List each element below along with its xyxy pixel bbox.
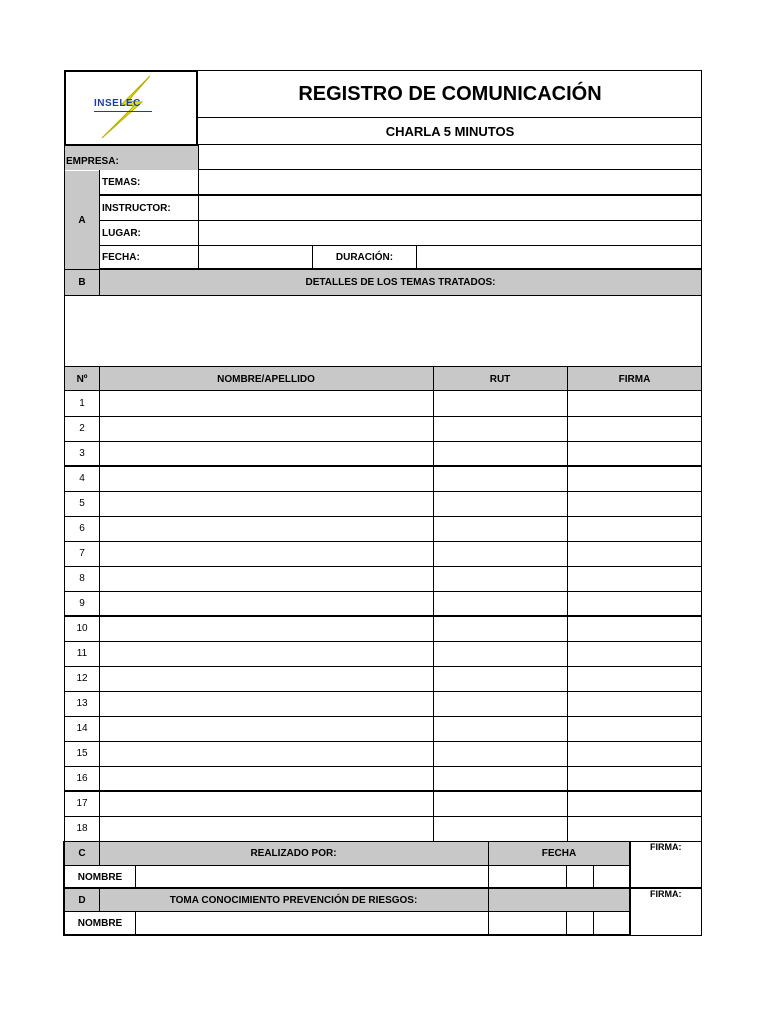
fecha-d-day-field[interactable] bbox=[489, 912, 566, 934]
row-number: 6 bbox=[79, 523, 85, 534]
row-number: 1 bbox=[79, 398, 85, 409]
row-number: 2 bbox=[79, 423, 85, 434]
logo-underline bbox=[94, 111, 152, 112]
fecha-c-year-field[interactable] bbox=[594, 866, 629, 887]
firma-d-field[interactable] bbox=[631, 902, 701, 935]
rut-field[interactable] bbox=[434, 542, 567, 565]
name-field[interactable] bbox=[100, 542, 433, 565]
row-number: 4 bbox=[79, 473, 85, 484]
details-textarea[interactable] bbox=[65, 296, 701, 366]
name-field[interactable] bbox=[100, 417, 433, 440]
section-c-label: C bbox=[78, 847, 86, 859]
section-a-label: A bbox=[78, 214, 86, 226]
table-row bbox=[64, 491, 702, 516]
realizado-label: REALIZADO POR: bbox=[250, 847, 337, 859]
rut-field[interactable] bbox=[434, 767, 567, 790]
rut-field[interactable] bbox=[434, 667, 567, 690]
firma-field[interactable] bbox=[568, 517, 701, 540]
duracion-label: DURACIÓN: bbox=[335, 252, 394, 263]
firma-field[interactable] bbox=[568, 767, 701, 790]
firma-field[interactable] bbox=[568, 592, 701, 615]
col-header-firma: FIRMA bbox=[618, 373, 651, 385]
row-number: 8 bbox=[79, 573, 85, 584]
firma-field[interactable] bbox=[568, 542, 701, 565]
firma-c-field[interactable] bbox=[631, 855, 701, 887]
table-row bbox=[64, 416, 702, 441]
firma-field[interactable] bbox=[568, 467, 701, 490]
row-number: 16 bbox=[76, 773, 88, 784]
fecha-c-day-field[interactable] bbox=[489, 866, 566, 887]
col-header-name: NOMBRE/APELLIDO bbox=[217, 373, 315, 385]
row-number: 17 bbox=[76, 798, 88, 809]
fecha-field[interactable] bbox=[199, 247, 311, 268]
table-row bbox=[64, 716, 702, 741]
name-field[interactable] bbox=[100, 692, 433, 715]
table-row bbox=[64, 641, 702, 666]
firma-d-label: FIRMA: bbox=[650, 889, 682, 899]
rut-field[interactable] bbox=[434, 642, 567, 665]
rut-field[interactable] bbox=[434, 417, 567, 440]
table-row bbox=[64, 766, 702, 791]
nombre-d-field[interactable] bbox=[136, 912, 487, 934]
row-number: 9 bbox=[79, 598, 85, 609]
rut-field[interactable] bbox=[434, 442, 567, 465]
table-row bbox=[64, 391, 702, 416]
instructor-field[interactable] bbox=[199, 197, 701, 219]
table-row bbox=[64, 591, 702, 616]
firma-field[interactable] bbox=[568, 617, 701, 640]
document-title: REGISTRO DE COMUNICACIÓN bbox=[298, 82, 602, 105]
lugar-label: LUGAR: bbox=[102, 227, 141, 239]
table-row bbox=[64, 566, 702, 591]
table-row bbox=[64, 616, 702, 641]
temas-label: TEMAS: bbox=[102, 176, 141, 188]
firma-field[interactable] bbox=[568, 742, 701, 765]
row-number: 3 bbox=[79, 448, 85, 459]
fecha-c-label: FECHA bbox=[541, 847, 577, 859]
row-number: 12 bbox=[76, 673, 88, 684]
row-number: 18 bbox=[76, 823, 88, 834]
fecha-c-month-field[interactable] bbox=[567, 866, 593, 887]
row-number: 15 bbox=[76, 748, 88, 759]
details-title: DETALLES DE LOS TEMAS TRATADOS: bbox=[305, 277, 496, 288]
fecha-d-year-field[interactable] bbox=[594, 912, 629, 934]
firma-field[interactable] bbox=[568, 392, 701, 415]
toma-conocimiento-label: TOMA CONOCIMIENTO PREVENCIÓN DE RIESGOS: bbox=[169, 894, 418, 906]
name-field[interactable] bbox=[100, 617, 433, 640]
lugar-field[interactable] bbox=[199, 222, 701, 244]
firma-field[interactable] bbox=[568, 567, 701, 590]
firma-field[interactable] bbox=[568, 692, 701, 715]
name-field[interactable] bbox=[100, 392, 433, 415]
row-number: 5 bbox=[79, 498, 85, 509]
rut-field[interactable] bbox=[434, 467, 567, 490]
name-field[interactable] bbox=[100, 592, 433, 615]
name-field[interactable] bbox=[100, 667, 433, 690]
fecha-d-month-field[interactable] bbox=[567, 912, 593, 934]
table-row bbox=[64, 541, 702, 566]
firma-field[interactable] bbox=[568, 492, 701, 515]
nombre-c-field[interactable] bbox=[136, 866, 487, 887]
firma-field[interactable] bbox=[568, 667, 701, 690]
table-row bbox=[64, 441, 702, 466]
table-row bbox=[64, 791, 702, 816]
firma-field[interactable] bbox=[568, 442, 701, 465]
name-field[interactable] bbox=[100, 642, 433, 665]
company-logo bbox=[88, 74, 168, 140]
table-row bbox=[64, 741, 702, 766]
name-field[interactable] bbox=[100, 492, 433, 515]
rut-field[interactable] bbox=[434, 692, 567, 715]
rut-field[interactable] bbox=[434, 817, 567, 840]
name-field[interactable] bbox=[100, 792, 433, 815]
table-row bbox=[64, 466, 702, 491]
name-field[interactable] bbox=[100, 742, 433, 765]
name-field[interactable] bbox=[100, 717, 433, 740]
rut-field[interactable] bbox=[434, 792, 567, 815]
table-row bbox=[64, 816, 702, 841]
firma-field[interactable] bbox=[568, 717, 701, 740]
temas-field[interactable] bbox=[199, 171, 701, 193]
table-row bbox=[64, 666, 702, 691]
row-number: 13 bbox=[76, 698, 88, 709]
firma-field[interactable] bbox=[568, 817, 701, 840]
name-field[interactable] bbox=[100, 767, 433, 790]
rut-field[interactable] bbox=[434, 567, 567, 590]
name-field[interactable] bbox=[100, 442, 433, 465]
fecha-label: FECHA: bbox=[102, 252, 140, 263]
col-header-rut: RUT bbox=[489, 373, 511, 385]
row-number: 7 bbox=[79, 548, 85, 559]
rut-field[interactable] bbox=[434, 742, 567, 765]
nombre-c-label: NOMBRE bbox=[77, 871, 123, 883]
name-field[interactable] bbox=[100, 467, 433, 490]
firma-field[interactable] bbox=[568, 642, 701, 665]
table-row bbox=[64, 516, 702, 541]
rut-field[interactable] bbox=[434, 517, 567, 540]
document-subtitle: CHARLA 5 MINUTOS bbox=[385, 124, 515, 139]
table-row bbox=[64, 691, 702, 716]
logo-text: INSELEC bbox=[94, 98, 141, 109]
empresa-field[interactable] bbox=[199, 146, 701, 169]
row-number: 11 bbox=[76, 648, 88, 659]
name-field[interactable] bbox=[100, 817, 433, 840]
row-number: 14 bbox=[76, 723, 88, 734]
firma-field[interactable] bbox=[568, 417, 701, 440]
name-field[interactable] bbox=[100, 517, 433, 540]
rut-field[interactable] bbox=[434, 717, 567, 740]
rut-field[interactable] bbox=[434, 492, 567, 515]
empresa-label: EMPRESA: bbox=[66, 156, 119, 167]
nombre-d-label: NOMBRE bbox=[77, 918, 123, 929]
duracion-field[interactable] bbox=[417, 247, 701, 268]
section-b-label: B bbox=[78, 277, 86, 288]
firma-c-label: FIRMA: bbox=[650, 842, 682, 852]
rut-field[interactable] bbox=[434, 617, 567, 640]
section-d-label: D bbox=[78, 894, 86, 906]
row-number: 10 bbox=[76, 623, 88, 634]
name-field[interactable] bbox=[100, 567, 433, 590]
rut-field[interactable] bbox=[434, 592, 567, 615]
col-header-number: Nº bbox=[76, 373, 88, 385]
firma-field[interactable] bbox=[568, 792, 701, 815]
rut-field[interactable] bbox=[434, 392, 567, 415]
instructor-label: INSTRUCTOR: bbox=[102, 202, 171, 214]
